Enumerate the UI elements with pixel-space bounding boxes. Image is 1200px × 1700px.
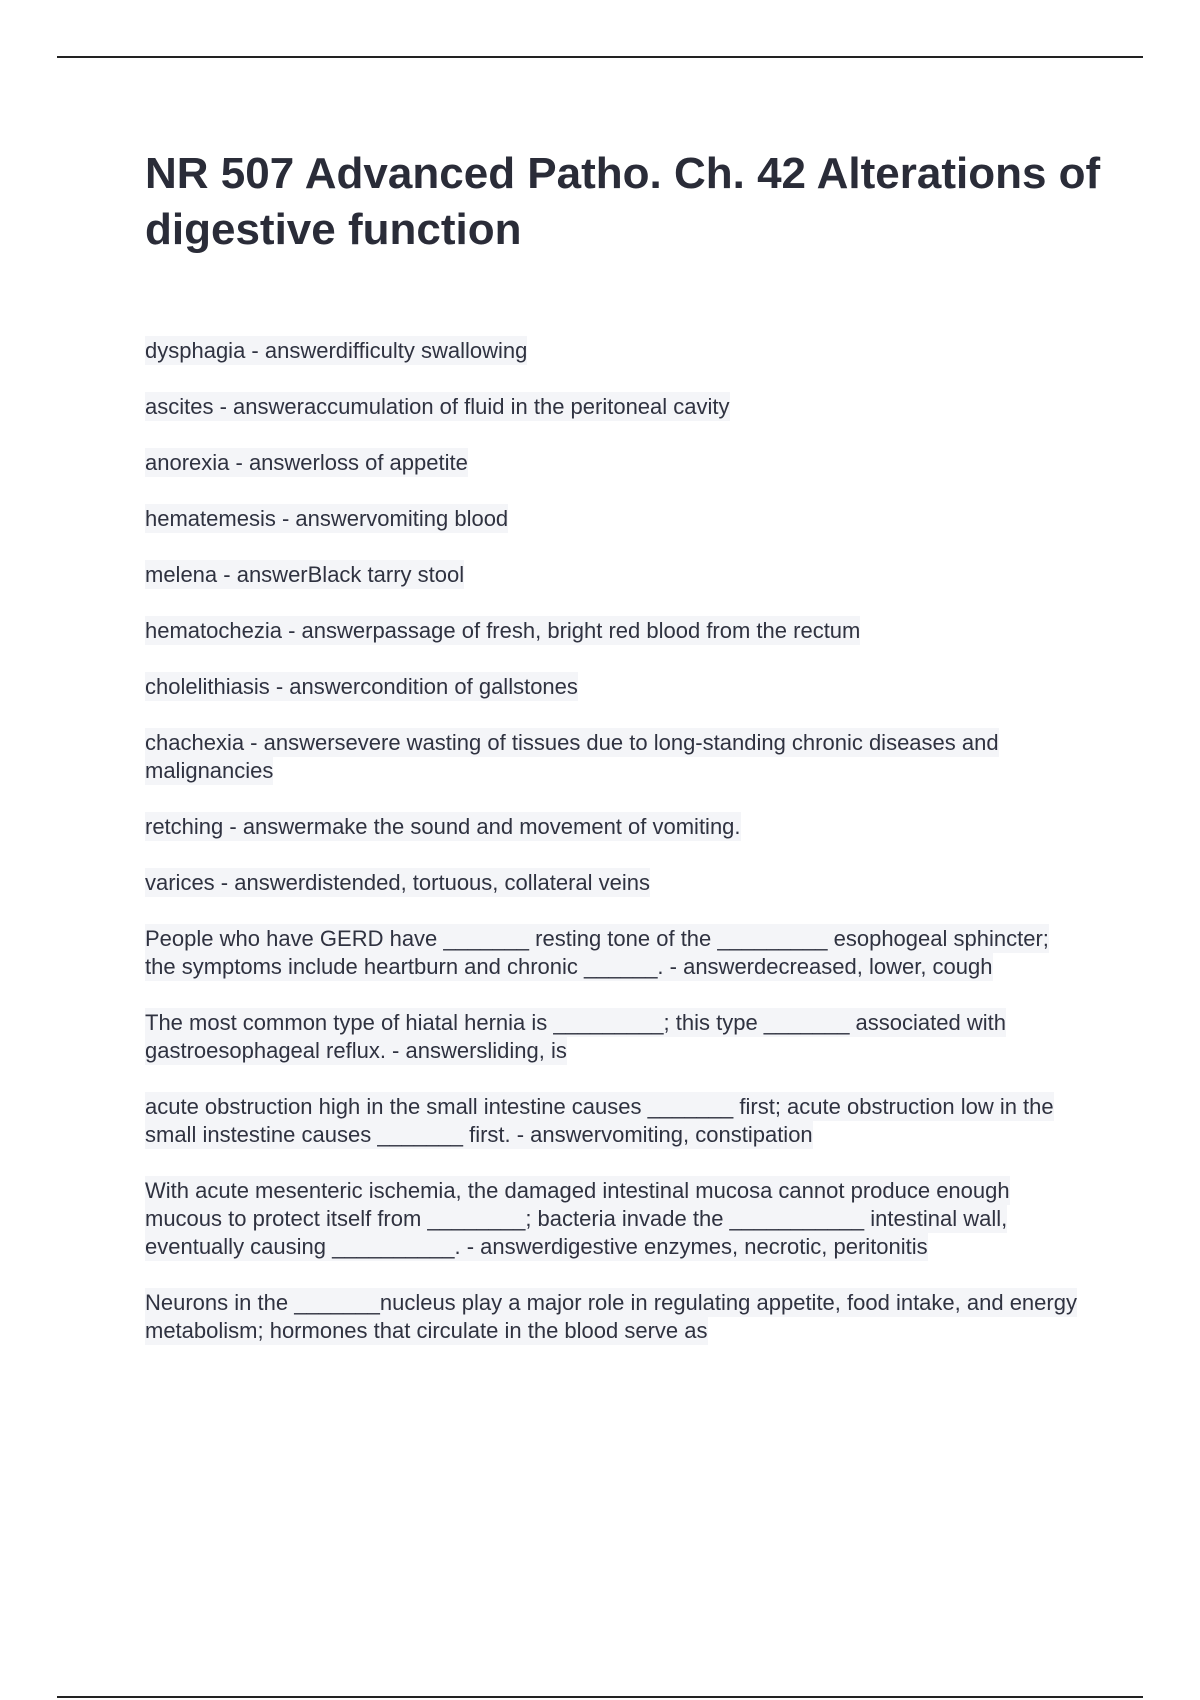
list-item-text: chachexia - answersevere wasting of tissues due to long-standing chronic diseases and malignancies [145,730,999,783]
list-item-text: retching - answermake the sound and movement of vomiting. [145,814,741,839]
list-item-text: melena - answerBlack tarry stool [145,562,465,587]
list-item [145,1177,1085,1261]
list-item-text: dysphagia - answerdifficulty swallowing [145,338,528,363]
list-item [145,1093,1085,1149]
list-item-text: Neurons in the _______nucleus play a major role in regulating appetite, food intake, and energy metabolism; hormones that circulate in the blood serve as [145,1290,1077,1343]
list-item [145,673,1085,701]
list-item-text: anorexia - answerloss of appetite [145,450,468,475]
list-item [145,729,1085,785]
list-item [145,449,1085,477]
list-item-text: cholelithiasis - answercondition of gallstones [145,674,578,699]
list-item-text: With acute mesenteric ischemia, the damaged intestinal mucosa cannot produce enough mucous to protect itself from ________; bacteria invade the ___________ intestinal wall, eventually causing __________. - answerdigestive enzymes, necrotic, peritonitis [145,1178,1010,1259]
list-item [145,393,1085,421]
list-item [145,869,1085,897]
document-title: NR 507 Advanced Patho. Ch. 42 Alterations of digestive function [145,149,1101,254]
top-rule [57,56,1143,58]
list-item [145,813,1085,841]
list-item [145,1009,1085,1065]
list-item-text: The most common type of hiatal hernia is _________; this type _______ associated with gastroesophageal reflux. - answersliding, is [145,1010,1006,1063]
list-item-text: hematemesis - answervomiting blood [145,506,509,531]
list-item [145,561,1085,589]
flashcard-list [145,337,1085,1373]
list-item-text: varices - answerdistended, tortuous, collateral veins [145,870,651,895]
list-item [145,617,1085,645]
bottom-rule [57,1696,1143,1698]
list-item-text: ascites - answeraccumulation of fluid in the peritoneal cavity [145,394,730,419]
list-item-text: hematochezia - answerpassage of fresh, bright red blood from the rectum [145,618,861,643]
list-item [145,337,1085,365]
list-item-text: acute obstruction high in the small intestine causes _______ first; acute obstruction low in the small instestine causes _______ first. - answervomiting, constipation [145,1094,1054,1147]
list-item [145,925,1085,981]
list-item [145,505,1085,533]
list-item [145,1289,1085,1345]
list-item-text: People who have GERD have _______ resting tone of the _________ esophogeal sphincter; the symptoms include heartburn and chronic ______. - answerdecreased, lower, cough [145,926,1049,979]
